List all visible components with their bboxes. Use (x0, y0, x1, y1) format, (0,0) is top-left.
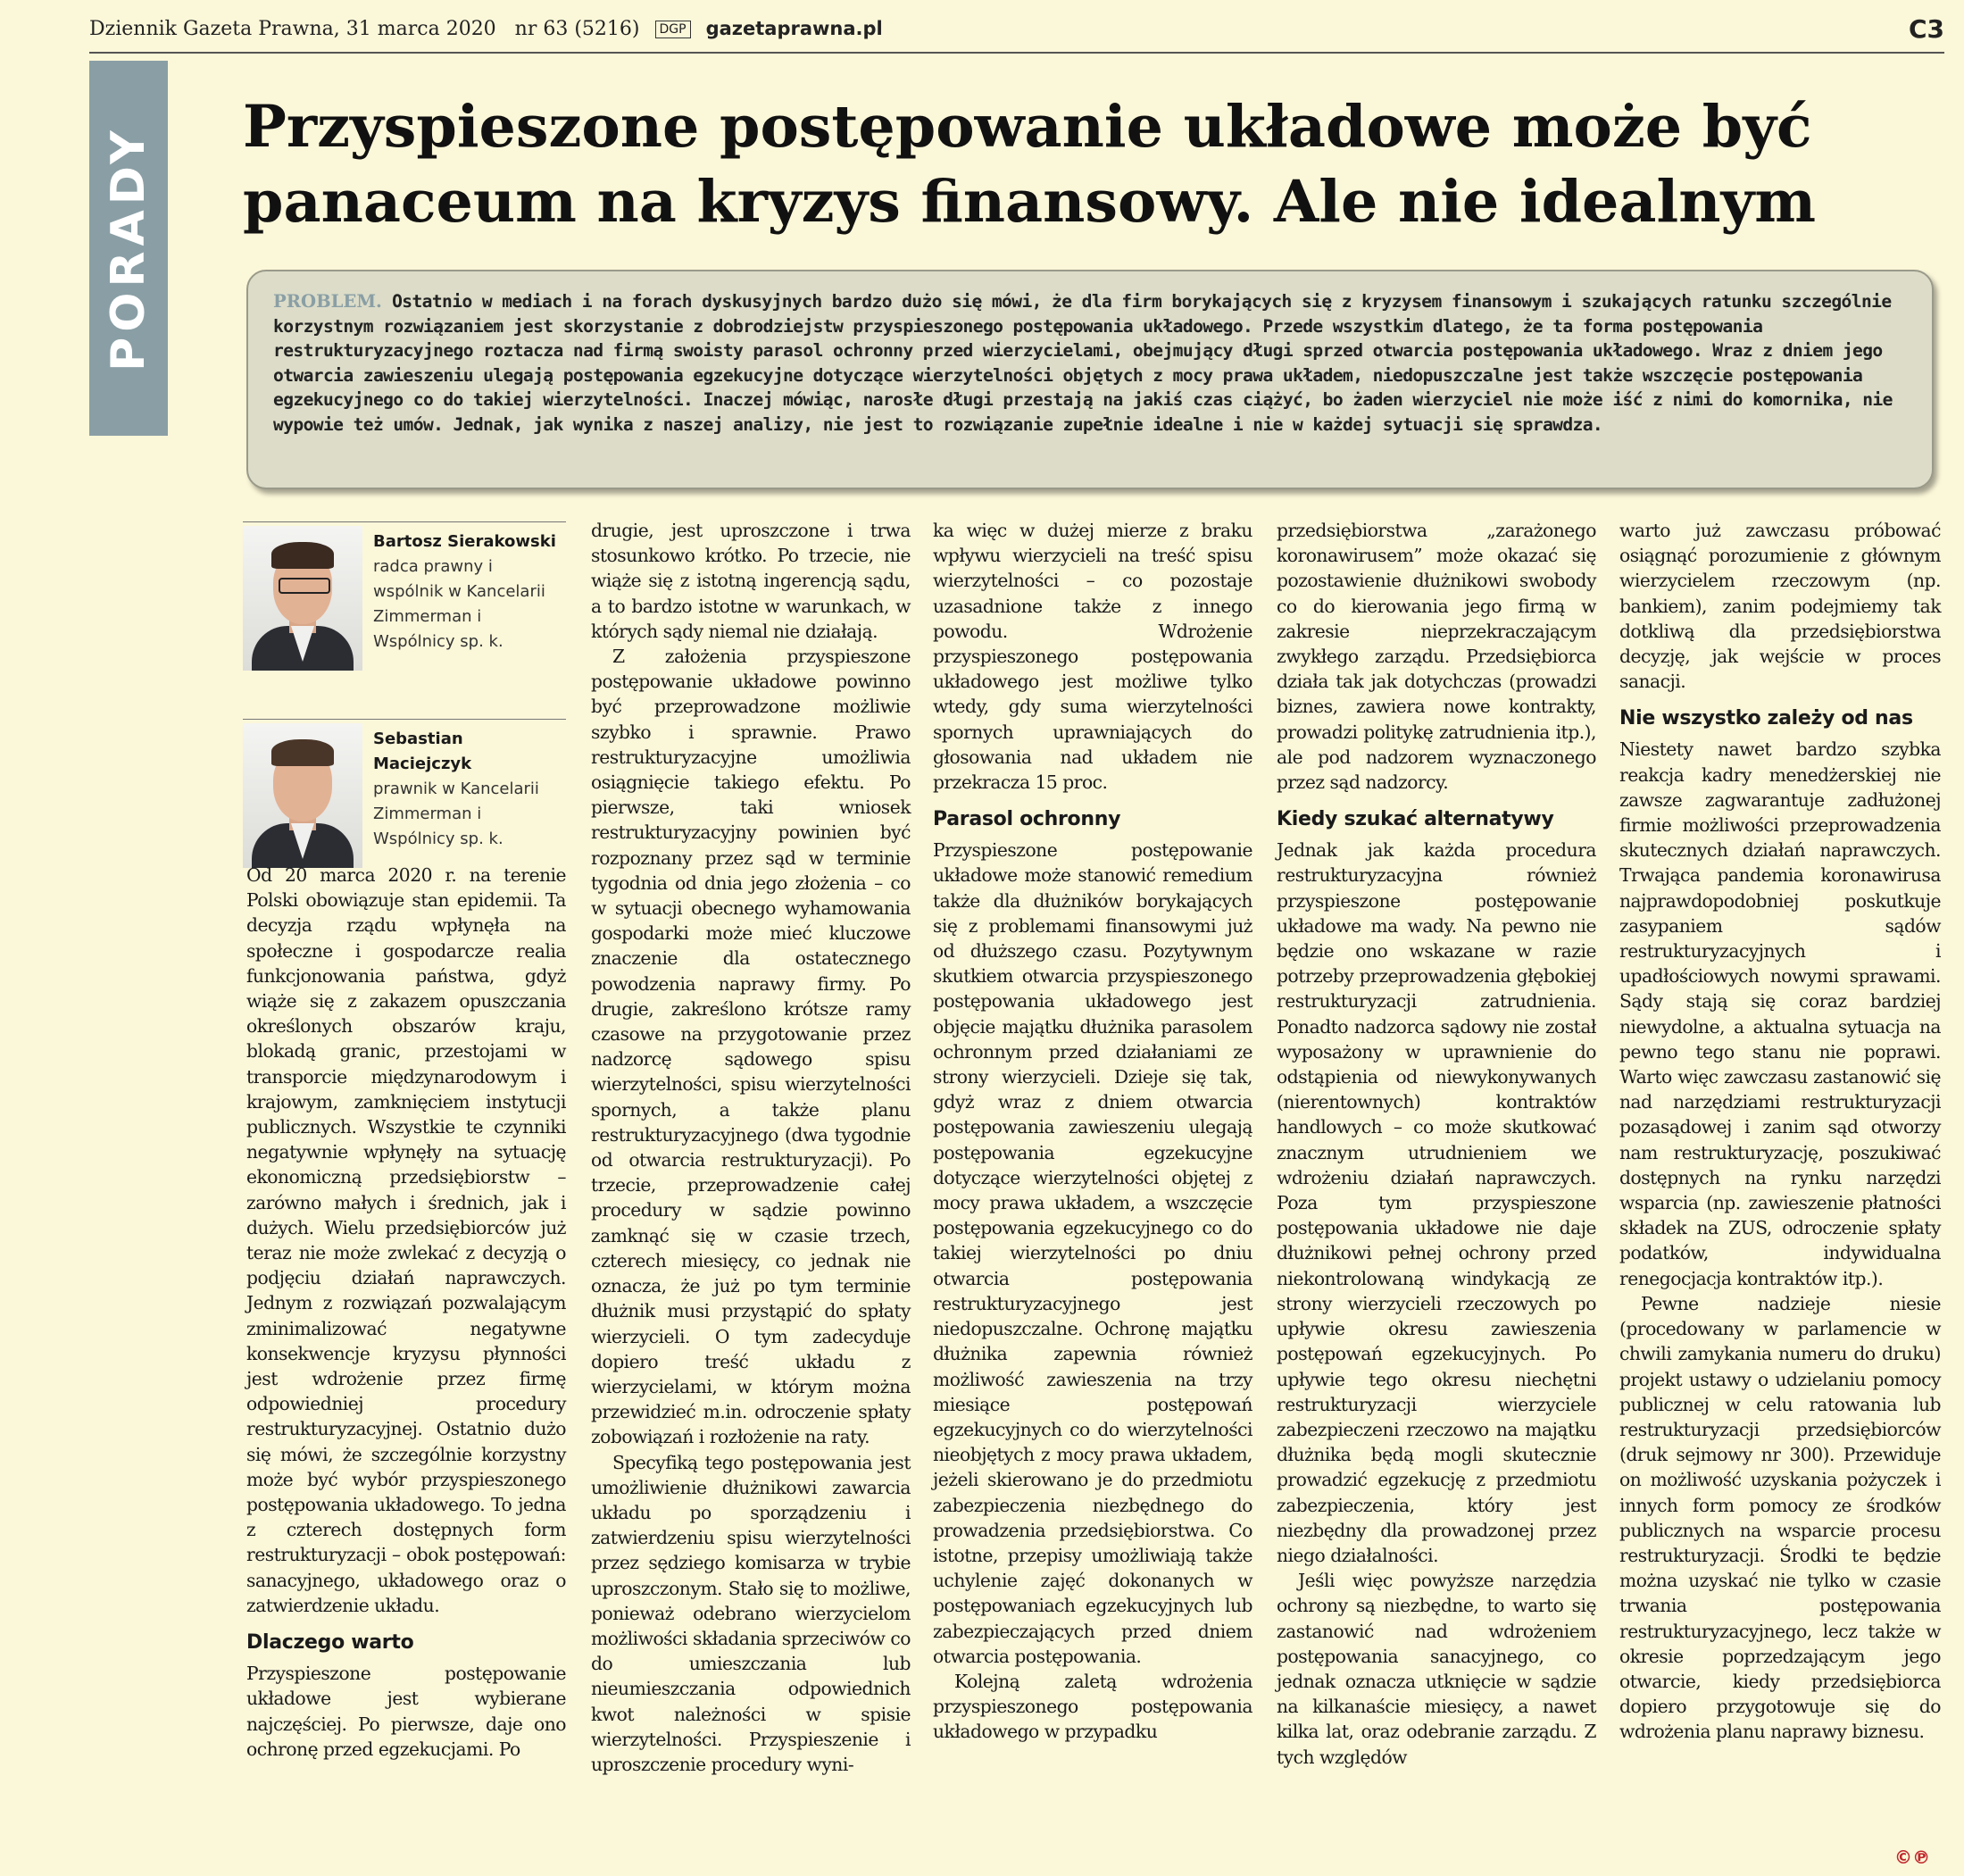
author-name: Sebastian Maciejczyk (373, 730, 472, 773)
paragraph: Z założenia przyspieszone postępowanie układowe powinno być przeprowadzone możliwie szybko i sprawnie. Prawo restrukturyzacyjne umożliwia osiągnięcie takiego efektu. Po pierwsze, taki wniosek restrukturyzacyjny powinien być rozpoznany przez sąd w terminie tygodnia od dnia jego złożenia – co w sytuacji obecnego wyhamowania gospodarki może mieć kluczowe znaczenie dla ostatecznego powodzenia naprawy firmy. Po drugie, zakreślono krótsze ramy czasowe na przygotowanie przez nadzorcę sądowego spisu wierzytelności, spisu wierzytelności spornych, a także planu restrukturyzacyjnego (dwa tygodnie od otwarcia restrukturyzacji). Po trzecie, przeprowadzenie całej procedury w sądzie powinno zamknąć się w czasie trzech, czterech miesięcy, co jednak nie oznacza, że już po tym terminie dłużnik musi przystąpić do spłaty wierzycieli. O tym zadecyduje dopiero treść układu z wierzycielami, w którym można przewidzieć m.in. odroczenie spłaty zobowiązań i rozłożenie na raty. (591, 646, 911, 1448)
paragraph: Specyfiką tego postępowania jest umożliwienie dłużnikowi zawarcia układu po sporządzeniu i zatwierdzeniu spisu wierzytelności przez sędziego komisarza w trybie uproszczonym. Stało się to możliwe, ponieważ odebrano wierzycielom możliwości składania sprzeciwów co do umieszczania lub nieumieszczania odpowiednich kwot należności w spisie wierzytelności. Przyspieszenie i uproszczenie procedury wyni- (591, 1451, 911, 1775)
author-info (373, 529, 566, 655)
paragraph: Od 20 marca 2020 r. na terenie Polski obowiązuje stan epidemii. Ta decyzja rządu wpłynęła na społeczne i gospodarcze realia funkcjonowania państwa, gdyż wiąże się z zakazem opuszczania określonych obszarów kraju, blokadą granic, przestojami w transporcie międzynarodowym i krajowym, zamknięciem instytucji publicznych. Wszystkie te czynniki negatywnie wpłynęły na sytuację ekonomiczną przedsiębiorstw – zarówno małych i średnich, jak i dużych. Wielu przedsiębiorców już teraz nie może zwlekać z decyzją o podjęciu działań naprawczych. Jednym z rozwiązań pozwalającym zminimalizować negatywne konsekwencje kryzysu płynności jest wdrożenie przez firmę odpowiedniej procedury restrukturyzacyjnej. Ostatnio dużo się mówi, że szczególnie korzystny może być wybór przyspieszonego postępowania układowego. To jedna z czterech dostępnych form restrukturyzacji – obok postępowań: sanacyjnego, układowego oraz o zatwierdzenie układu. (246, 864, 566, 1616)
headline: Przyspieszone postępowanie układowe może być panaceum na kryzys finansowy. Ale nie idealnym (243, 93, 1817, 236)
dgp-logo: DGP (655, 21, 691, 38)
paragraph: Kolejną zaletą wdrożenia przyspieszonego postępowania układowego w przypadku (933, 1670, 1252, 1743)
author-role: radca prawny i wspólnik w Kancelarii Zimmerman i Wspólnicy sp. k. (373, 557, 545, 651)
problem-box (246, 270, 1934, 489)
paragraph: Jeśli więc powyższe narzędzia ochrony są niezbędne, to warto się zastanowić nad wdrożeniem postępowania sanacyjnego, co jednak oznacza utknięcie w sądzie na kilkanaście miesięcy, a nawet kilka lat, oraz odebranie zarządu. Z tych względów (1277, 1570, 1596, 1768)
paragraph: Pewne nadzieje niesie (procedowany w parlamencie w chwili zamykania numeru do druku) projekt ustawy o udzielaniu pomocy publicznej w celu ratowania lub restrukturyzacji przedsiębiorców (druk sejmowy nr 300). Przewiduje on możliwość uzyskania pożyczek i innych form pomocy ze środków publicznych na wsparcie procesu restrukturyzacji. Środki te będzie można uzyskać nie tylko w czasie trwania postępowania restrukturyzacyjnego, lecz także w okresie poprzedzającym jego otwarcie, kiedy przedsiębiorca dopiero przygotowuje się do wdrożenia planu naprawy biznesu. (1619, 1292, 1941, 1743)
section-label: PORADY (102, 125, 155, 371)
author-role: prawnik w Kancelarii Zimmerman i Wspólnicy sp. k. (373, 780, 539, 848)
issue-number: nr 63 (5216) (514, 18, 640, 40)
article-column-3 (933, 518, 1252, 1745)
subheading: Parasol ochronny (933, 808, 1121, 831)
paragraph: Przyspieszone postępowanie układowe jest wybierane najczęściej. Po pierwsze, daje ono ochronę przed egzekucjami. Po (246, 1663, 566, 1760)
paragraph: Jednak jak każda procedura restrukturyzacyjna również przyspieszone postępowanie układowe ma wady. Na pewno nie będzie ono wskazane w razie potrzeby przeprowadzenia głębokiej restrukturyzacji zatrudnienia. Ponadto nadzorca sądowy nie został wyposażony w uprawnienie do odstąpienia od niewykonywanych (nierentownych) kontraktów handlowych – co może skutkować znacznym utrudnieniem we wdrożeniu działań naprawczych. Poza tym przyspieszone postępowania układowe nie daje dłużnikowi pełnej ochrony przed niekontrolowaną windykacją ze strony wierzycieli rzeczowych po upływie okresu zawieszenia postępowań egzekucyjnych. Po upływie tego okresu niechętni restrukturyzacji wierzyciele zabezpieczeni rzeczowo na majątku dłużnika będą mogli skutecznie prowadzić egzekucję z przedmiotu zabezpieczenia, który jest niezbędny dla prowadzonej przez niego działalności. (1277, 839, 1596, 1566)
author-photo (243, 526, 362, 671)
author-info (373, 727, 566, 852)
problem-paragraph (273, 289, 1907, 437)
copyright-mark: ©℗ (1894, 1847, 1930, 1868)
article-column-5 (1619, 518, 1941, 1745)
issue-date: 31 marca 2020 (345, 18, 496, 40)
page-number: C3 (1908, 14, 1944, 44)
author-name: Bartosz Sierakowski (373, 532, 556, 551)
header-rule (89, 52, 1944, 54)
section-tag (89, 61, 168, 436)
paragraph: przedsiębiorstwa „zarażonego koronawirusem” może okazać się pozostawienie dłużnikowi swobody co do kierowania jego firmą w zakresie nieprzekraczającym zwykłego zarządu. Przedsiębiorca działa tak jak dotychczas (prowadzi biznes, zawiera nowe kontrakty, prowadzi politykę zatrudnienia itp.), ale pod nadzorem wyznaczonego przez sąd nadzorcy. (1277, 520, 1596, 794)
paragraph: warto już zawczasu próbować osiągnąć porozumienie z głównym wierzycielem rzeczowym (np. bankiem), zanim podejmiemy tak dotkliwą dla przedsiębiorstwa decyzję, jak wejście w proces sanacji. (1619, 520, 1941, 693)
author-photo (243, 723, 362, 868)
paragraph: Niestety nawet bardzo szybka reakcja kadry menedżerskiej nie zawsze zagwarantuje zadłużonej firmie możliwości przeprowadzenia skutecznych działań naprawczych. Trwająca pandemia koronawirusa najprawdopodobniej poskutkuje zasypaniem sądów restrukturyzacyjnych i upadłościowych nowymi sprawami. Sądy stają się coraz bardziej niewydolne, a aktualna sytuacja na pewno tego stanu nie poprawi. Warto więc zawczasu zastanowić się nad narzędziami restrukturyzacji pozasądowej i zanim sąd otworzy nam restrukturyzację, poszukiwać dostępnych na rynku narzędzi wsparcia (np. zawieszenie płatności składek na ZUS, odroczenie spłaty podatków, indywidualna renegocjacja kontraktów itp.). (1619, 738, 1941, 1289)
subheading: Nie wszystko zależy od nas (1619, 707, 1913, 730)
author-card (243, 521, 566, 701)
publication-name: Dziennik Gazeta Prawna, (89, 18, 340, 40)
paragraph: ka więc w dużej mierze z braku wpływu wierzycieli na treść spisu wierzytelności – co pozostaje uzasadnione także z innego powodu. Wdrożenie przyspieszonego postępowania układowego jest możliwe tylko wtedy, gdy suma wierzytelności spornych uprawniających do głosowania nad układem nie przekracza 15 proc. (933, 520, 1252, 794)
header-info (89, 18, 883, 40)
page-header (89, 13, 1944, 48)
article-column-2 (591, 518, 911, 1777)
authors-block (243, 521, 566, 898)
article-column-1 (246, 863, 566, 1762)
subheading: Kiedy szukać alternatywy (1277, 808, 1554, 831)
paragraph: drugie, jest uproszczone i trwa stosunkowo krótko. Po trzecie, nie wiąże się z istotną ingerencją sądu, a to bardzo istotne w warunkach, w których sądy niemal nie działają. (591, 520, 911, 642)
problem-text: Ostatnio w mediach i na forach dyskusyjnych bardzo dużo się mówi, że dla firm borykających się z kryzysem finansowym i szukających ratunku szczególnie korzystnym rozwiązaniem jest skorzystanie z dobrodziejstw przyspieszonego postępowania układowego. Przede wszystkim dlatego, że ta forma postępowania restrukturyzacyjnego roztacza nad firmą swoisty parasol ochronny przed wierzycielami, obejmujący długi sprzed otwarcia postępowania układowego. Wraz z dniem jego otwarcia zawieszeniu ulegają postępowania egzekucyjne dotyczące wierzytelności objętych z mocy prawa układem, niedopuszczalne jest także wszczęcie postępowania egzekucyjnego co do takiej wierzytelności. Inaczej mówiąc, narosłe długi przestają na jakiś czas ciążyć, bo żaden wierzyciel nie może iść z nimi do komornika, nie wypowie też umów. Jednak, jak wynika z naszej analizy, nie jest to rozwiązanie zupełnie idealne i nie w każdej sytuacji się sprawdza. (273, 291, 1893, 435)
site-link[interactable]: gazetaprawna.pl (705, 18, 883, 39)
paragraph: Przyspieszone postępowanie układowe może stanowić remedium także dla dłużników borykających się z problemami finansowymi już od dłuższego czasu. Pozytywnym skutkiem otwarcia przyspieszonego postępowania układowego jest objęcie majątku dłużnika parasolem ochronnym przed działaniami ze strony wierzycieli. Dzieje się tak, gdyż wraz z dniem otwarcia postępowania zawieszeniu ulegają postępowania egzekucyjne dotyczące wierzytelności objętej z mocy prawa układem, a wszczęcie postępowania egzekucyjnego co do takiej wierzytelności po dniu otwarcia postępowania restrukturyzacyjnego jest niedopuszczalne. Ochronę majątku dłużnika zapewnia również możliwość zawieszenia na trzy miesiące postępowań egzekucyjnych co do wierzytelności nieobjętych z mocy prawa układem, jeżeli skierowano je do przedmiotu zabezpieczenia niezbędnego do prowadzenia przedsiębiorstwa. Co istotne, przepisy umożliwiają także uchylenie zajęć dokonanych w postępowaniach egzekucyjnych lub zabezpieczających przed dniem otwarcia postępowania. (933, 839, 1252, 1667)
subheading: Dlaczego warto (246, 1631, 414, 1655)
article-column-4 (1277, 518, 1596, 1770)
problem-label: PROBLEM. (273, 291, 382, 312)
